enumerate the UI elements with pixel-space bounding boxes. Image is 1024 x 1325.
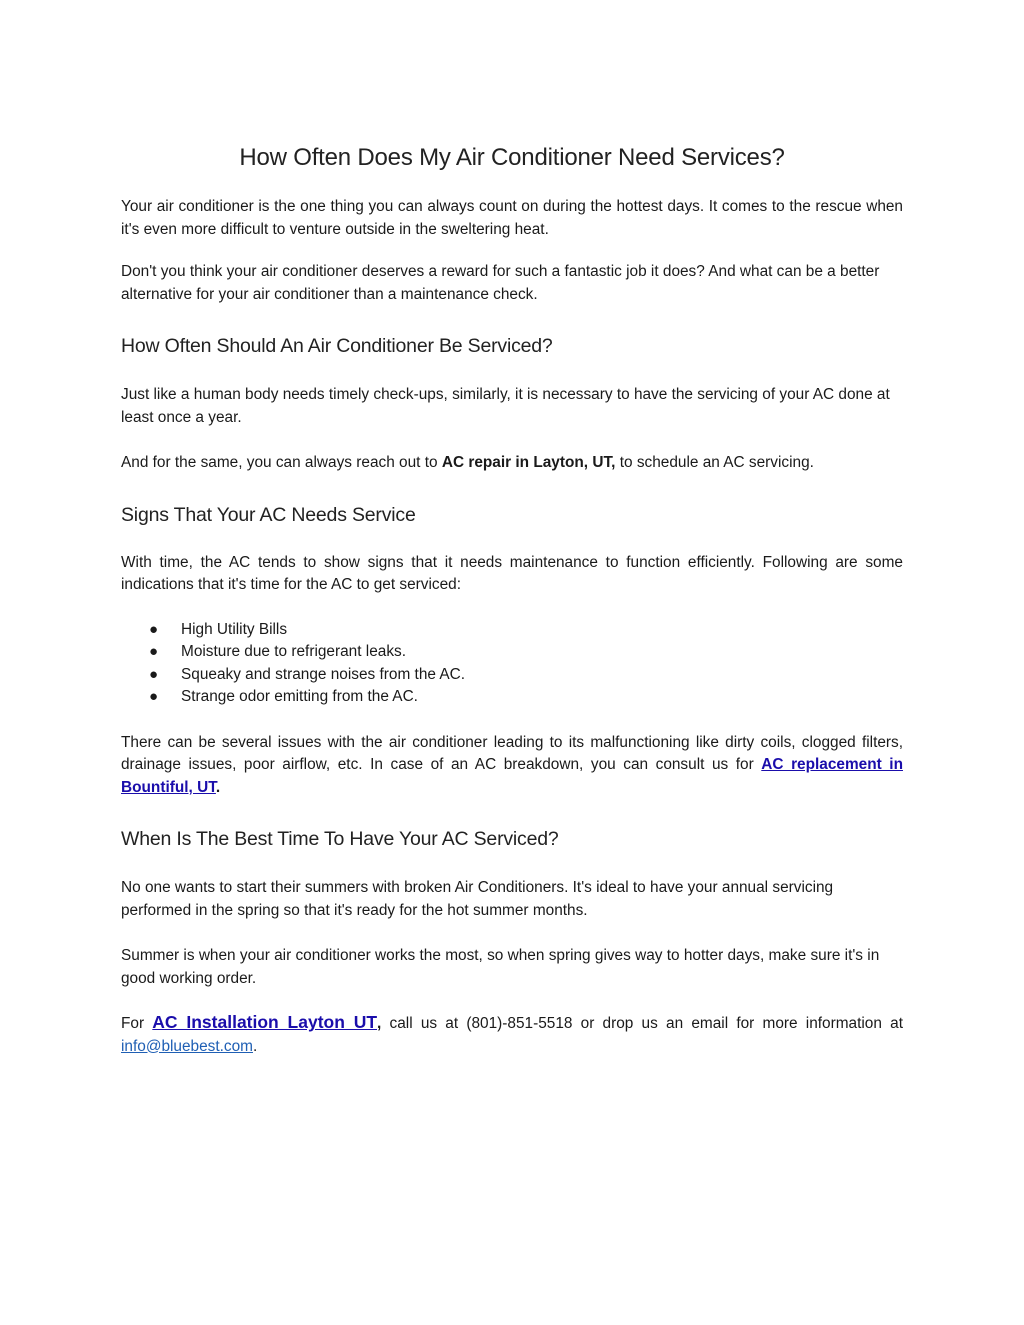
bullet-icon: ● [149, 665, 159, 683]
section3-p3-comma: , [377, 1015, 382, 1032]
page-title: How Often Does My Air Conditioner Need Services? [239, 144, 785, 171]
ac-installation-layton-link[interactable]: AC Installation Layton UT [152, 1012, 378, 1032]
list-item [121, 686, 903, 709]
signs-list [121, 619, 903, 709]
section2-paragraph-2 [121, 732, 903, 800]
list-item-text: Squeaky and strange noises from the AC. [181, 665, 466, 683]
bullet-icon: ● [149, 620, 159, 638]
intro-paragraph-2: Don't you think your air conditioner deserves a reward for such a fantastic job it does? And what can be a better alternative for your air conditioner than a maintenance check. [121, 263, 880, 303]
section-heading-best-time: When Is The Best Time To Have Your AC Serviced? [121, 828, 559, 850]
list-item-text: Strange odor emitting from the AC. [181, 688, 418, 705]
section1-p2-text-before: And for the same, you can always reach out to [121, 454, 442, 471]
section1-paragraph-1: Just like a human body needs timely check-ups, similarly, it is necessary to have the servicing of your AC done at least once a year. [121, 386, 890, 426]
intro-paragraph-1: Your air conditioner is the one thing you can always count on during the hottest days. It comes to the rescue when it's even more difficult to venture outside in the sweltering heat. [121, 198, 903, 238]
document-content [121, 140, 903, 1058]
section1-p2-text-after: to schedule an AC servicing. [615, 454, 814, 471]
list-item-text: Moisture due to refrigerant leaks. [181, 643, 406, 660]
section-heading-signs: Signs That Your AC Needs Service [121, 503, 416, 526]
section2-paragraph-1: With time, the AC tends to show signs that it needs maintenance to function efficiently. Following are some indications that it's time for the AC to get serviced: [121, 553, 903, 593]
list-item [121, 664, 903, 687]
section3-paragraph-1: No one wants to start their summers with broken Air Conditioners. It's ideal to have your annual servicing performed in the spring so that it's ready for the hot summer months. [121, 879, 834, 919]
section2-p2-text-after: . [215, 778, 221, 796]
section3-p3-text-before: For [121, 1015, 153, 1032]
section2-p2-text-before: There can be several issues with the air conditioner leading to its malfunctioning like dirty coils, clogged filters, drainage issues, poor airflow, etc. In case of an AC breakdown, you can consult us for [121, 733, 903, 773]
bullet-icon: ● [149, 688, 159, 705]
ac-replacement-bountiful-link[interactable]: AC replacement in Bountiful, UT [121, 756, 903, 796]
email-link[interactable]: info@bluebest.com [121, 1037, 253, 1055]
section3-paragraph-2: Summer is when your air conditioner works the most, so when spring gives way to hotter days, make sure it's in good working order. [121, 947, 880, 987]
list-item [121, 619, 903, 642]
section1-paragraph-2 [121, 452, 903, 475]
section3-p3-text-after: . [252, 1037, 258, 1055]
ac-repair-layton-bold: AC repair in Layton, UT, [441, 454, 616, 471]
section-heading-service-frequency: How Often Should An Air Conditioner Be Serviced? [121, 335, 553, 357]
list-item [121, 641, 903, 664]
section3-p3-text-middle: call us at (801)-851-5518 or drop us an email for more information at [381, 1015, 903, 1032]
section3-paragraph-3 [121, 1011, 903, 1058]
bullet-icon: ● [149, 643, 159, 660]
list-item-text: High Utility Bills [181, 620, 288, 638]
